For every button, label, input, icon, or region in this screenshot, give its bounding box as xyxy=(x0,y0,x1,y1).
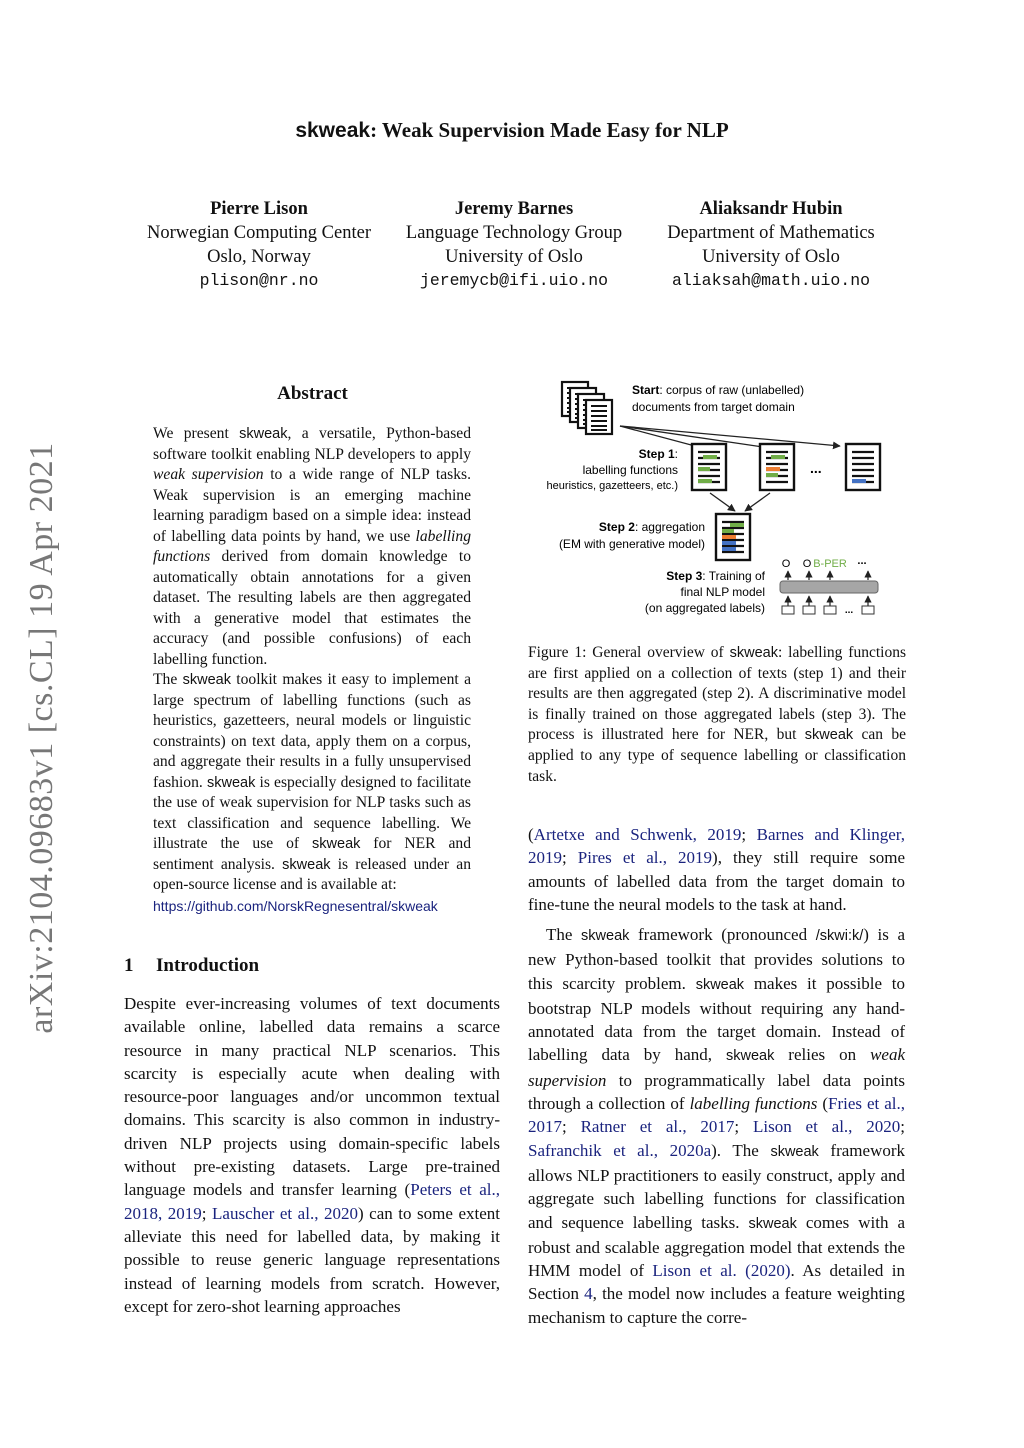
abstract-heading: Abstract xyxy=(277,383,348,404)
arrow xyxy=(620,426,840,446)
section-link[interactable]: 4 xyxy=(584,1284,593,1304)
text: : labelling functions are first applied on a collection of texts (step 1) and their results are then aggregated (step 2). A discriminative model is finally trained on those aggregated labels (step 3). The process is illustrated here for NER, but xyxy=(528,644,906,744)
input-token xyxy=(803,606,815,614)
labelled-document-1 xyxy=(692,444,726,490)
text: ; xyxy=(900,1117,905,1137)
text: makes it possible to bootstrap NLP models without requiring any hand-annotated data from the target domain. Instead of labelling data by hand, xyxy=(528,973,906,1065)
text: comes with a robust and scalable aggregation model that extends the HMM model of xyxy=(528,1212,905,1281)
text: can be applied to any type of sequence labelling or classification task. xyxy=(528,726,907,785)
author-email[interactable]: aliaksah@math.uio.no xyxy=(671,271,871,290)
start-label-bold: Start xyxy=(632,383,660,397)
tag-b-per: B-PER xyxy=(813,558,847,570)
label-mark-orange xyxy=(766,467,780,471)
arrow xyxy=(745,493,770,511)
text: ; xyxy=(741,825,757,844)
author-affiliation: Language Technology Group xyxy=(405,223,623,243)
input-ellipsis: ... xyxy=(844,605,854,616)
arxiv-stamp-text: arXiv:2104.09683v1 [cs.CL] 19 Apr 2021 xyxy=(23,442,60,1034)
label-mark-green xyxy=(722,529,734,533)
input-token xyxy=(782,606,794,614)
author-block-3 xyxy=(636,197,906,293)
step2-label-line2: (EM with generative model) xyxy=(558,537,705,551)
citation-link[interactable]: Barnes and Klinger, 2019 xyxy=(528,825,905,868)
labelled-document-2 xyxy=(760,444,794,490)
step1-label-line2: labelling functions xyxy=(582,463,678,477)
text: ; xyxy=(201,1203,213,1223)
tool-name: skweak xyxy=(206,774,256,791)
model-bar xyxy=(780,581,878,593)
text: ; xyxy=(562,1117,581,1137)
ellipsis: ... xyxy=(810,460,822,476)
section-title: Introduction xyxy=(156,955,260,976)
text: to a wide range of NLP tasks. Weak supervision is an emerging machine learning paradigm based on a simple idea: instead of labelling data points by hand, we use xyxy=(153,466,471,545)
figure-caption xyxy=(528,643,906,787)
intro-paragraph xyxy=(124,992,500,1318)
text: Figure 1: General overview of xyxy=(528,644,730,661)
label-mark-green xyxy=(698,479,712,483)
step3-label-text: : Training of xyxy=(702,569,765,583)
label-mark-green xyxy=(730,523,744,527)
step3-label-line2: final NLP model xyxy=(680,585,765,599)
section-heading xyxy=(124,955,259,977)
text: , the model now includes a feature weighting mechanism to capture the corre- xyxy=(528,1284,905,1327)
step3-label-bold: Step 3 xyxy=(666,569,703,583)
emphasis: labelling functions xyxy=(689,1094,818,1114)
text: to programmatically label data points through a collection of xyxy=(528,1070,905,1114)
citation-link[interactable]: Safranchik et al., 2020a xyxy=(528,1140,712,1160)
step1-label-line3: heuristics, gazetteers, etc.) xyxy=(546,480,678,492)
label-mark-blue xyxy=(722,541,736,545)
label-mark-green xyxy=(766,473,778,477)
author-block-2 xyxy=(379,197,649,293)
start-label-text: : corpus of raw (unlabelled) xyxy=(659,383,805,397)
title-rest: : Weak Supervision Made Easy for NLP xyxy=(370,118,729,142)
text: framework allows NLP practitioners to easily construct, apply and aggregate such labelling functions for classification and sequence labelling tasks. xyxy=(528,1140,906,1232)
figure-1 xyxy=(540,378,910,628)
author-block-1 xyxy=(124,197,394,293)
citation-link[interactable]: Fries et al., 2017 xyxy=(528,1094,905,1137)
citation-link[interactable]: Lauscher et al., 2020 xyxy=(212,1203,358,1223)
text: . As detailed in Section xyxy=(528,1261,905,1304)
emphasis: weak supervision xyxy=(528,1045,905,1090)
text: , a versatile, Python-based software toolkit enabling NLP developers to apply xyxy=(153,425,472,463)
label-mark-green xyxy=(698,467,710,471)
tool-name: skweak xyxy=(282,856,331,873)
arrow xyxy=(710,493,735,511)
step2-label-bold: Step 2 xyxy=(598,520,635,534)
tool-name: skweak xyxy=(770,1143,819,1160)
labelled-document-3 xyxy=(846,444,880,490)
text: Despite ever-increasing volumes of text documents available online, labelled data remains a scarce resource in many practical NLP scenarios. This scarcity is especially acute when dealing with resource-poor languages and/or uncommon textual domains. This scarcity is also common in industry-driven NLP projects using domain-specific labels without pre-existing datasets. Large pre-trained language models and transfer learning ( xyxy=(124,994,500,1200)
text: The xyxy=(546,925,582,944)
text: is released under an open-source license and is available at: xyxy=(153,855,471,893)
arxiv-stamp xyxy=(2,408,82,1068)
paper-title xyxy=(0,118,1024,143)
tag-ellipsis: ... xyxy=(857,555,867,567)
label-mark-orange xyxy=(722,535,736,539)
text: ). The xyxy=(711,1140,771,1160)
text: framework (pronounced xyxy=(629,925,816,944)
text: ( xyxy=(817,1094,828,1114)
step1-label-colon: : xyxy=(674,447,678,461)
github-link[interactable]: https://github.com/NorskRegnesentral/skweak xyxy=(153,897,438,914)
tool-name: skweak xyxy=(239,426,288,442)
tag-o: O xyxy=(802,558,812,570)
author-name: Jeremy Barnes xyxy=(454,199,574,219)
input-token xyxy=(824,606,836,614)
text: ) is a new Python-based toolkit that provides solutions to this scarcity problem. xyxy=(528,925,906,993)
section-number: 1 xyxy=(124,955,134,976)
author-location: University of Oslo xyxy=(445,247,583,267)
abstract-body xyxy=(153,424,471,917)
step3-label xyxy=(666,569,765,583)
tool-name: skweak xyxy=(695,976,745,993)
input-token xyxy=(862,606,874,614)
label-mark-blue xyxy=(722,547,736,551)
text: derived from domain knowledge to automatically obtain annotations for a given dataset. The resulting labels are then aggregated with a generative model that estimates the accuracy (and possible confusions) of each labelling function. xyxy=(153,548,471,668)
label-mark-green xyxy=(771,455,785,459)
step2-label xyxy=(599,520,705,534)
author-email[interactable]: plison@nr.no xyxy=(199,271,319,290)
pronunciation: /skwi:k/ xyxy=(815,928,864,944)
text: relies on xyxy=(774,1045,871,1065)
abstract-paragraph-1 xyxy=(153,424,471,670)
tool-name: skweak xyxy=(182,672,231,688)
text: ( xyxy=(528,825,534,844)
step2-label-text: : aggregation xyxy=(634,520,705,534)
citation-link[interactable]: Pires et al., 2019 xyxy=(577,848,713,868)
step1-label-bold: Step 1 xyxy=(638,447,675,461)
citation-link[interactable]: Lison et al. (2020) xyxy=(652,1261,791,1281)
tool-name: skweak xyxy=(581,928,630,944)
text: ) can to some extent alleviate this need for labelled data, by making it possible to reuse generic language representations instead of learning models from scratch. However, except for zero-shot learning approaches xyxy=(124,1203,500,1316)
aggregated-document xyxy=(716,514,750,560)
label-mark-green xyxy=(703,455,717,459)
step3-label-line3: (on aggregated labels) xyxy=(644,601,765,615)
abstract-paragraph-2 xyxy=(153,670,471,917)
author-affiliation: Norwegian Computing Center xyxy=(146,223,371,243)
text: for NER and sentiment analysis. xyxy=(153,835,471,873)
tool-name: skweak xyxy=(748,1215,797,1232)
tool-name: skweak xyxy=(725,1048,775,1065)
author-name: Aliaksandr Hubin xyxy=(699,199,843,219)
right-paragraph-1 xyxy=(528,823,905,916)
start-label xyxy=(632,383,804,397)
right-paragraph-2 xyxy=(528,923,905,1329)
text: The xyxy=(153,671,183,688)
emphasis: labelling functions xyxy=(153,527,471,565)
author-email[interactable]: jeremycb@ifi.uio.no xyxy=(419,271,609,290)
label-mark-blue xyxy=(852,479,866,483)
figure-1-diagram xyxy=(540,378,910,628)
emphasis: weak supervision xyxy=(153,466,264,483)
tool-name: skweak xyxy=(729,645,778,661)
title-toolname: skweak xyxy=(295,119,371,142)
author-affiliation: Department of Mathematics xyxy=(667,223,875,243)
text: toolkit makes it easy to implement a large spectrum of labelling functions (such as heuristics, gazetteers, neural models or linguistic constraints) on text data, apply them on a corpus, and aggregate their results in a fully unsupervised fashion. xyxy=(153,671,471,791)
text: ; xyxy=(734,1117,753,1137)
tool-name: skweak xyxy=(312,836,361,852)
raw-documents-icon xyxy=(562,382,612,434)
author-name: Pierre Lison xyxy=(210,199,308,219)
text: We present xyxy=(153,425,240,442)
author-location: Oslo, Norway xyxy=(207,247,311,267)
author-location: University of Oslo xyxy=(702,247,840,267)
text: ; xyxy=(562,848,578,868)
step1-label xyxy=(639,447,678,461)
text: ), they still require some amounts of labelled data from the target domain to fine-tune the neural models to the task at hand. xyxy=(528,848,905,914)
tag-o: O xyxy=(781,558,791,570)
citation-link[interactable]: Peters et al., 2018, 2019 xyxy=(124,1180,500,1223)
citation-link[interactable]: Lison et al., 2020 xyxy=(752,1117,901,1137)
tool-name: skweak xyxy=(804,727,854,744)
text: is especially designed to facilitate the use of weak supervision for NLP tasks such as text classification and sequence labelling. We illustrate the use of xyxy=(153,773,471,852)
citation-link[interactable]: Artetxe and Schwenk, 2019 xyxy=(533,825,742,844)
start-label-line2: documents from target domain xyxy=(632,400,795,414)
citation-link[interactable]: Ratner et al., 2017 xyxy=(580,1117,735,1137)
